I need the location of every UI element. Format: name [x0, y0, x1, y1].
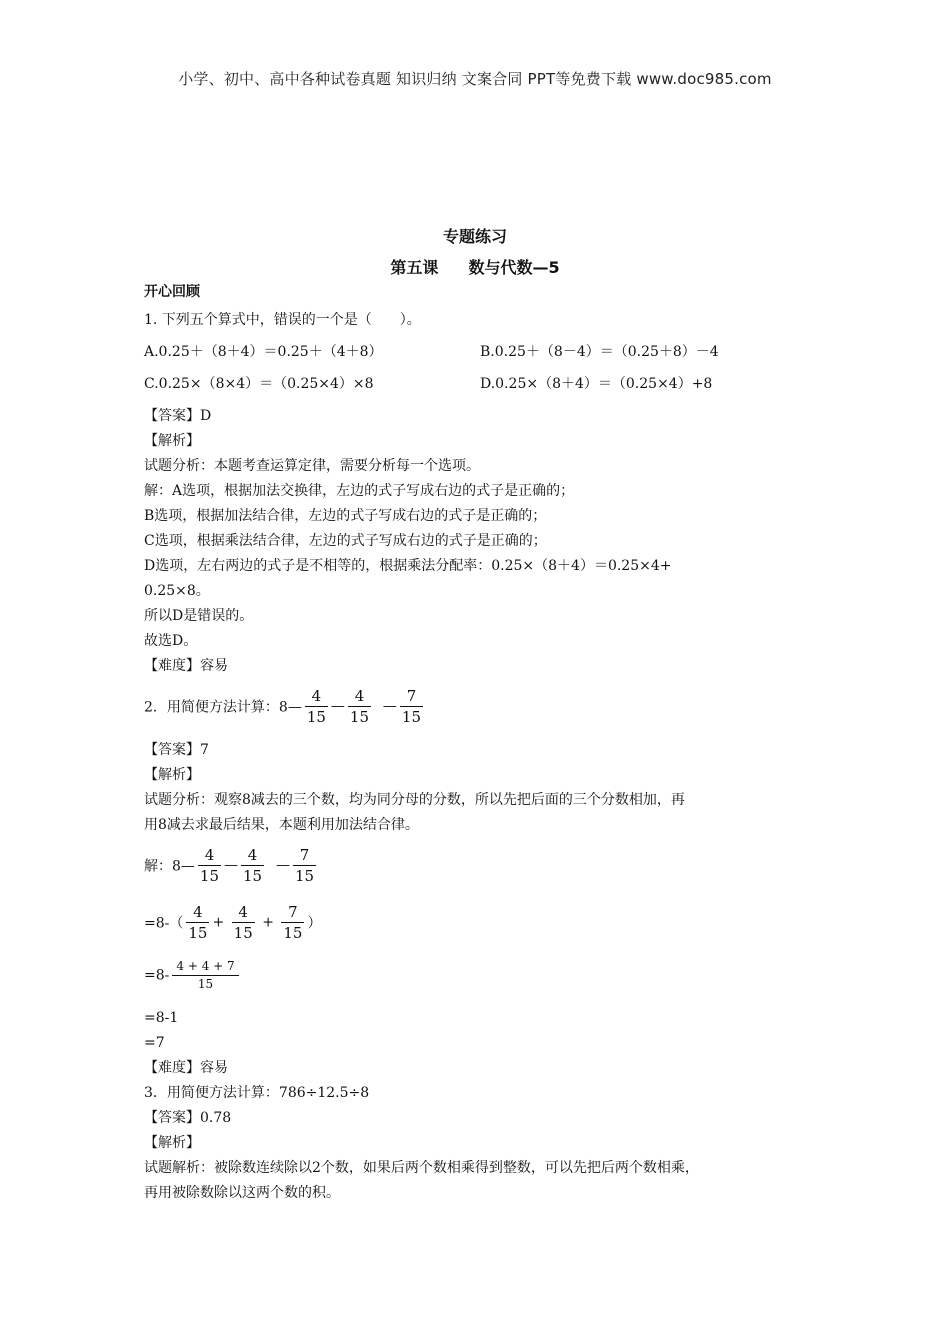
q1-difficulty: 【难度】容易	[144, 658, 228, 674]
fraction: $\frac{7}{15}$	[401, 687, 422, 726]
fraction: $\frac{4}{15}$	[306, 687, 326, 726]
q1-analysis-line: 0.25×8。	[144, 583, 210, 599]
q1-analysis-line: B选项，根据加法结合律，左边的式子写成右边的式子是正确的；	[144, 508, 547, 524]
q1-stem: 1. 下列五个算式中，错误的一个是（ ）。	[144, 312, 421, 328]
q1-answer: 【答案】D	[144, 408, 212, 424]
q1-analysis-line: 解：A选项，根据加法交换律，左边的式子写成右边的式子是正确的；	[144, 483, 575, 499]
q2-analysis-line: 试题分析：观察8减去的三个数，均为同分母的分数，所以先把后面的三个分数相加，再	[144, 792, 685, 808]
q1-analysis-line: 试题分析：本题考查运算定律，需要分析每一个选项。	[144, 458, 480, 474]
q3-analysis-label: 【解析】	[144, 1135, 200, 1151]
q2-solution-step2: =8-（ $\frac{4}{15}$ + $\frac{4}{15}$ + $\frac{7}{15}$ ）	[144, 903, 322, 942]
q2-solution-step1: 解：8— $\frac{4}{15}$ — $\frac{4}{15}$ — $\frac{7}{15}$	[144, 846, 315, 885]
page-header-banner: 小学、初中、高中各种试卷真题 知识归纳 文案合同 PPT等免费下载 www.doc985.com	[178, 70, 772, 88]
minus-sign: —	[224, 857, 239, 874]
fraction: $\frac{4}{15}$	[243, 846, 263, 885]
q3-answer: 【答案】0.78	[144, 1110, 232, 1126]
fraction: $\frac{7}{15}$	[295, 846, 315, 885]
q1-option-d: D.0.25×（8＋4）＝（0.25×4）+8	[480, 376, 713, 392]
q1-analysis-line: 故选D。	[144, 633, 198, 649]
fraction: $\frac{7}{15}$	[283, 903, 303, 942]
q3-stem: 3．用简便方法计算：786÷12.5÷8	[144, 1085, 370, 1101]
q1-analysis-label: 【解析】	[144, 433, 200, 449]
lesson-number: 第五课	[390, 258, 439, 277]
plus-sign: +	[262, 914, 274, 931]
fraction: $\frac{4}{15}$	[199, 846, 220, 885]
q1-analysis-line: D选项，左右两边的式子是不相等的，根据乘法分配率：0.25×（8＋4）＝0.25×4+	[144, 558, 672, 574]
q2-answer: 【答案】7	[144, 742, 209, 758]
fraction: $\frac{4}{15}$	[188, 903, 208, 942]
q1-option-b: B.0.25＋（8－4）＝（0.25＋8）－4	[480, 344, 719, 360]
q2-solution-step5: =7	[144, 1035, 165, 1051]
minus-sign: —	[382, 698, 397, 715]
fraction: $\frac{4 + 4 + 7}{15}$	[172, 958, 238, 993]
minus-sign: —	[330, 698, 345, 715]
q2-answer-block	[144, 738, 809, 838]
page-title: 专题练习	[442, 227, 507, 246]
q2-stem-text: 2．用简便方法计算：8—	[144, 699, 302, 716]
q2-solution-step4: =8-1	[144, 1010, 179, 1026]
q2-solution-tail	[144, 1006, 809, 1206]
q1-analysis-line: C选项，根据乘法结合律，左边的式子写成右边的式子是正确的；	[144, 533, 547, 549]
q2-difficulty: 【难度】容易	[144, 1060, 228, 1076]
lesson-topic: 数与代数—5	[468, 258, 560, 277]
lesson-title	[0, 255, 950, 278]
section-heading: 开心回顾	[144, 284, 200, 300]
minus-sign: —	[276, 857, 291, 874]
q2-stem	[144, 686, 426, 727]
q1-option-a: A.0.25＋（8＋4）＝0.25＋（4＋8）	[144, 344, 383, 360]
q3-analysis-line: 再用被除数除以这两个数的积。	[144, 1185, 340, 1201]
q2-solution-step3: =8- $\frac{4 + 4 + 7}{15}$	[144, 958, 242, 993]
q3-analysis-line: 试题解析：被除数连续除以2个数，如果后两个数相乘得到整数，可以先把后两个数相乘，	[144, 1160, 699, 1176]
plus-sign: +	[212, 914, 225, 931]
fraction: $\frac{4}{15}$	[233, 903, 253, 942]
q1-analysis-line: 所以D是错误的。	[144, 608, 254, 624]
q2-analysis-label: 【解析】	[144, 767, 200, 783]
q1-option-c: C.0.25×（8×4）＝（0.25×4）×8	[144, 376, 374, 392]
q2-analysis-line: 用8减去求最后结果，本题利用加法结合律。	[144, 817, 419, 833]
fraction: $\frac{4}{15}$	[349, 687, 370, 726]
q1-analysis-block	[144, 404, 809, 679]
